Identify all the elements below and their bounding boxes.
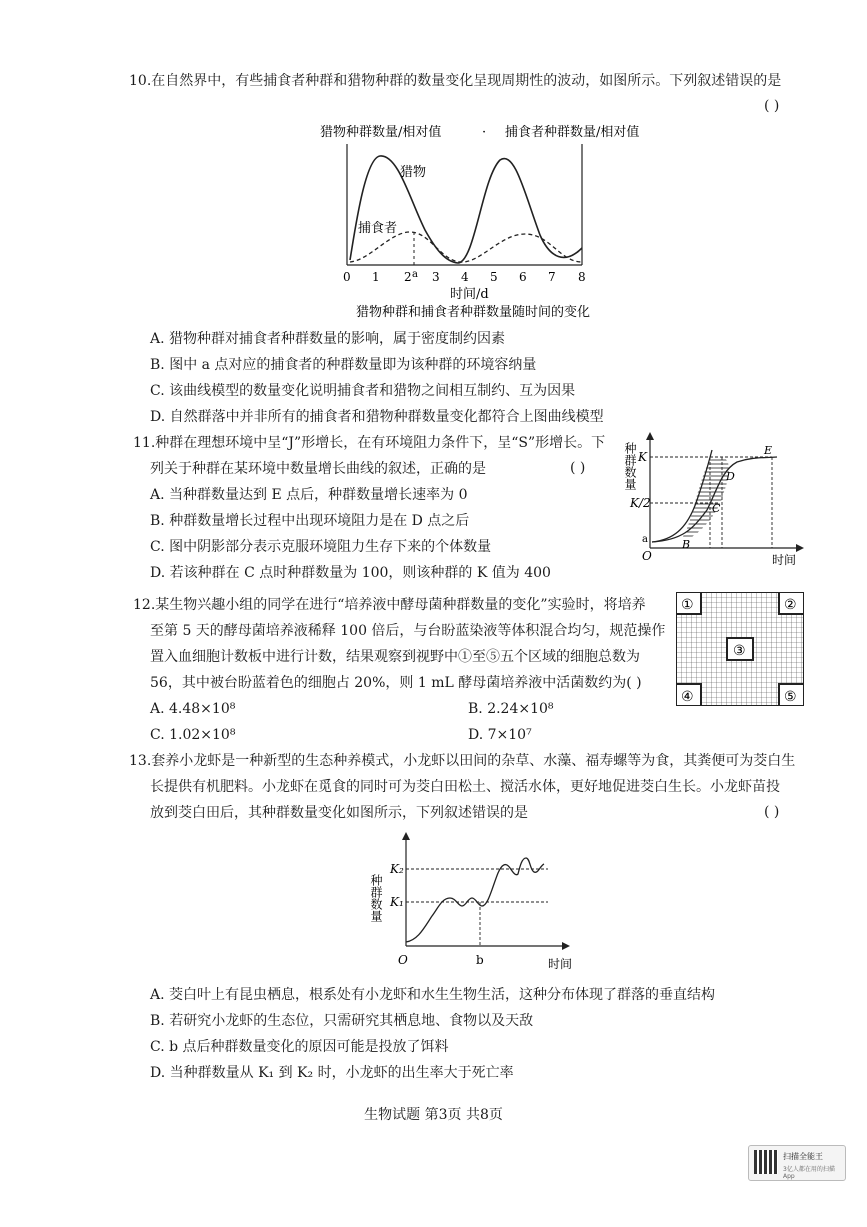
q13-option-c[interactable]: C. b 点后种群数量变化的原因可能是投放了饵料 <box>150 1039 449 1055</box>
q13-label-b: b <box>476 953 484 967</box>
q12-region-5: ⑤ <box>784 689 797 705</box>
q10-xtick-0: 0 <box>343 270 351 284</box>
q12-line-2: 至第 5 天的酵母菌培养液稀释 100 倍后，与台盼蓝染液等体积混合均匀，规范操作 <box>150 623 666 639</box>
q13-label-K2: K₂ <box>390 862 404 876</box>
q11-ylabel: 种群数量 <box>623 442 637 490</box>
q10-ylabel-left: 猎物种群数量/相对值 <box>320 125 442 140</box>
q10-answer-bracket: ( ) <box>764 98 780 114</box>
q10-chart <box>310 120 650 320</box>
q10-predator-label: 捕食者 <box>358 221 398 236</box>
q11-stem-2: 列关于种群在某环境中数量增长曲线的叙述，正确的是 <box>150 461 486 477</box>
scanner-watermark <box>748 1145 846 1181</box>
q10-option-c[interactable]: C. 该曲线模型的数量变化说明捕食者和猎物之间相互制约、互为因果 <box>150 383 576 399</box>
q10-option-a[interactable]: A. 猎物种群对捕食者种群数量的影响，属于密度制约因素 <box>150 331 506 347</box>
q11-option-d[interactable]: D. 若该种群在 C 点时种群数量为 100，则该种群的 K 值为 400 <box>150 565 551 581</box>
q11-label-K2: K/2 <box>630 496 651 510</box>
q13-line-2: 长提供有机肥料。小龙虾在觅食的同时可为茭白田松土、搅活水体，更好地促进茭白生长。小龙虾苗投 <box>150 779 780 795</box>
q12-option-c[interactable]: C. 1.02×10⁸ <box>150 727 236 743</box>
q11-answer-bracket: ( ) <box>570 460 586 476</box>
q10-xtick-3: 3 <box>432 270 440 284</box>
q13-xlabel: 时间 <box>548 957 573 971</box>
q11-option-a[interactable]: A. 当种群数量达到 E 点后，种群数量增长速率为 0 <box>150 487 468 503</box>
q10-dot: · <box>482 125 487 140</box>
q10-caption: 猎物种群和捕食者种群数量随时间的变化 <box>356 305 591 320</box>
q11-option-c[interactable]: C. 图中阴影部分表示克服环境阻力生存下来的个体数量 <box>150 539 492 555</box>
qr-code-icon <box>754 1150 778 1174</box>
q13-population-curve <box>406 858 544 942</box>
q11-xlabel: 时间 <box>772 553 797 567</box>
q10-xtick-2: 2 <box>404 270 412 284</box>
q11-label-B: B <box>682 538 691 551</box>
q11-label-K: K <box>638 450 647 464</box>
q12-region-2: ② <box>784 597 797 613</box>
q10-point-a: a <box>412 269 418 280</box>
q12-option-a[interactable]: A. 4.48×10⁸ <box>150 701 236 717</box>
q10-prey-curve <box>350 156 582 263</box>
q12-line-1: 12.某生物兴趣小组的同学在进行“培养液中酵母菌种群数量的变化”实验时，将培养 <box>133 597 646 613</box>
q13-option-b[interactable]: B. 若研究小龙虾的生态位，只需研究其栖息地、食物以及天敌 <box>150 1013 534 1029</box>
q10-xtick-8: 8 <box>578 270 586 284</box>
q10-stem: 10.在自然界中，有些捕食者种群和猎物种群的数量变化呈现周期性的波动，如图所示。下列叙述错误的是 <box>129 73 782 89</box>
watermark-subtitle: 3亿人都在用的扫描App <box>783 1166 835 1180</box>
q13-option-d[interactable]: D. 当种群数量从 K₁ 到 K₂ 时，小龙虾的出生率大于死亡率 <box>150 1065 514 1081</box>
q10-xtick-5: 5 <box>490 270 498 284</box>
q11-label-O: O <box>642 549 652 563</box>
q10-ylabel-right: 捕食者种群数量/相对值 <box>505 125 640 140</box>
q13-line-1: 13.套养小龙虾是一种新型的生态种养模式，小龙虾以田间的杂草、水藻、福寿螺等为食，其粪便可为茭白生 <box>129 753 796 769</box>
watermark-title: 扫描全能王 <box>783 1152 823 1161</box>
q12-region-1: ① <box>681 597 694 613</box>
q12-line-4: 56，其中被台盼蓝着色的细胞占 20%，则 1 mL 酵母菌培养液中活菌数约为( ) <box>150 675 642 691</box>
q11-label-E: E <box>764 444 773 457</box>
q13-answer-bracket: ( ) <box>764 804 780 820</box>
q11-chart <box>612 430 812 570</box>
q13-label-O: O <box>398 953 408 967</box>
q11-label-D: D <box>726 470 735 483</box>
q11-stem-1: 11.种群在理想环境中呈“J”形增长，在有环境阻力条件下，呈“S”形增长。下 <box>133 435 606 451</box>
q12-option-d[interactable]: D. 7×10⁷ <box>468 727 532 743</box>
q11-option-b[interactable]: B. 种群数量增长过程中出现环境阻力是在 D 点之后 <box>150 513 470 529</box>
q10-option-d[interactable]: D. 自然群落中并非所有的捕食者和猎物种群数量变化都符合上图曲线模型 <box>150 409 604 425</box>
q10-xlabel: 时间/d <box>450 287 489 302</box>
q12-option-b[interactable]: B. 2.24×10⁸ <box>468 701 554 717</box>
q12-counting-grid <box>676 592 804 706</box>
q12-region-3: ③ <box>733 643 746 659</box>
q13-label-K1: K₁ <box>390 895 404 909</box>
q12-line-3: 置入血细胞计数板中进行计数，结果观察到视野中①至⑤五个区域的细胞总数为 <box>150 649 640 665</box>
q11-label-C: C <box>712 502 721 515</box>
q10-option-b[interactable]: B. 图中 a 点对应的捕食者的种群数量即为该种群的环境容纳量 <box>150 357 537 373</box>
q10-xtick-6: 6 <box>519 270 527 284</box>
q10-xtick-1: 1 <box>372 270 380 284</box>
q10-xtick-4: 4 <box>461 270 469 284</box>
q10-xtick-7: 7 <box>548 270 556 284</box>
q10-prey-label: 猎物 <box>400 165 427 180</box>
q13-ylabel: 种群数量 <box>369 874 383 922</box>
q13-option-a[interactable]: A. 茭白叶上有昆虫栖息，根系处有小龙虾和水生生物生活，这种分布体现了群落的垂直结构 <box>150 987 716 1003</box>
q12-region-4: ④ <box>681 689 694 705</box>
q11-label-a: a <box>642 534 648 545</box>
q13-chart <box>368 828 588 978</box>
q13-line-3: 放到茭白田后，其种群数量变化如图所示，下列叙述错误的是 <box>150 805 528 821</box>
page-footer: 生物试题 第3页 共8页 <box>364 1107 503 1123</box>
